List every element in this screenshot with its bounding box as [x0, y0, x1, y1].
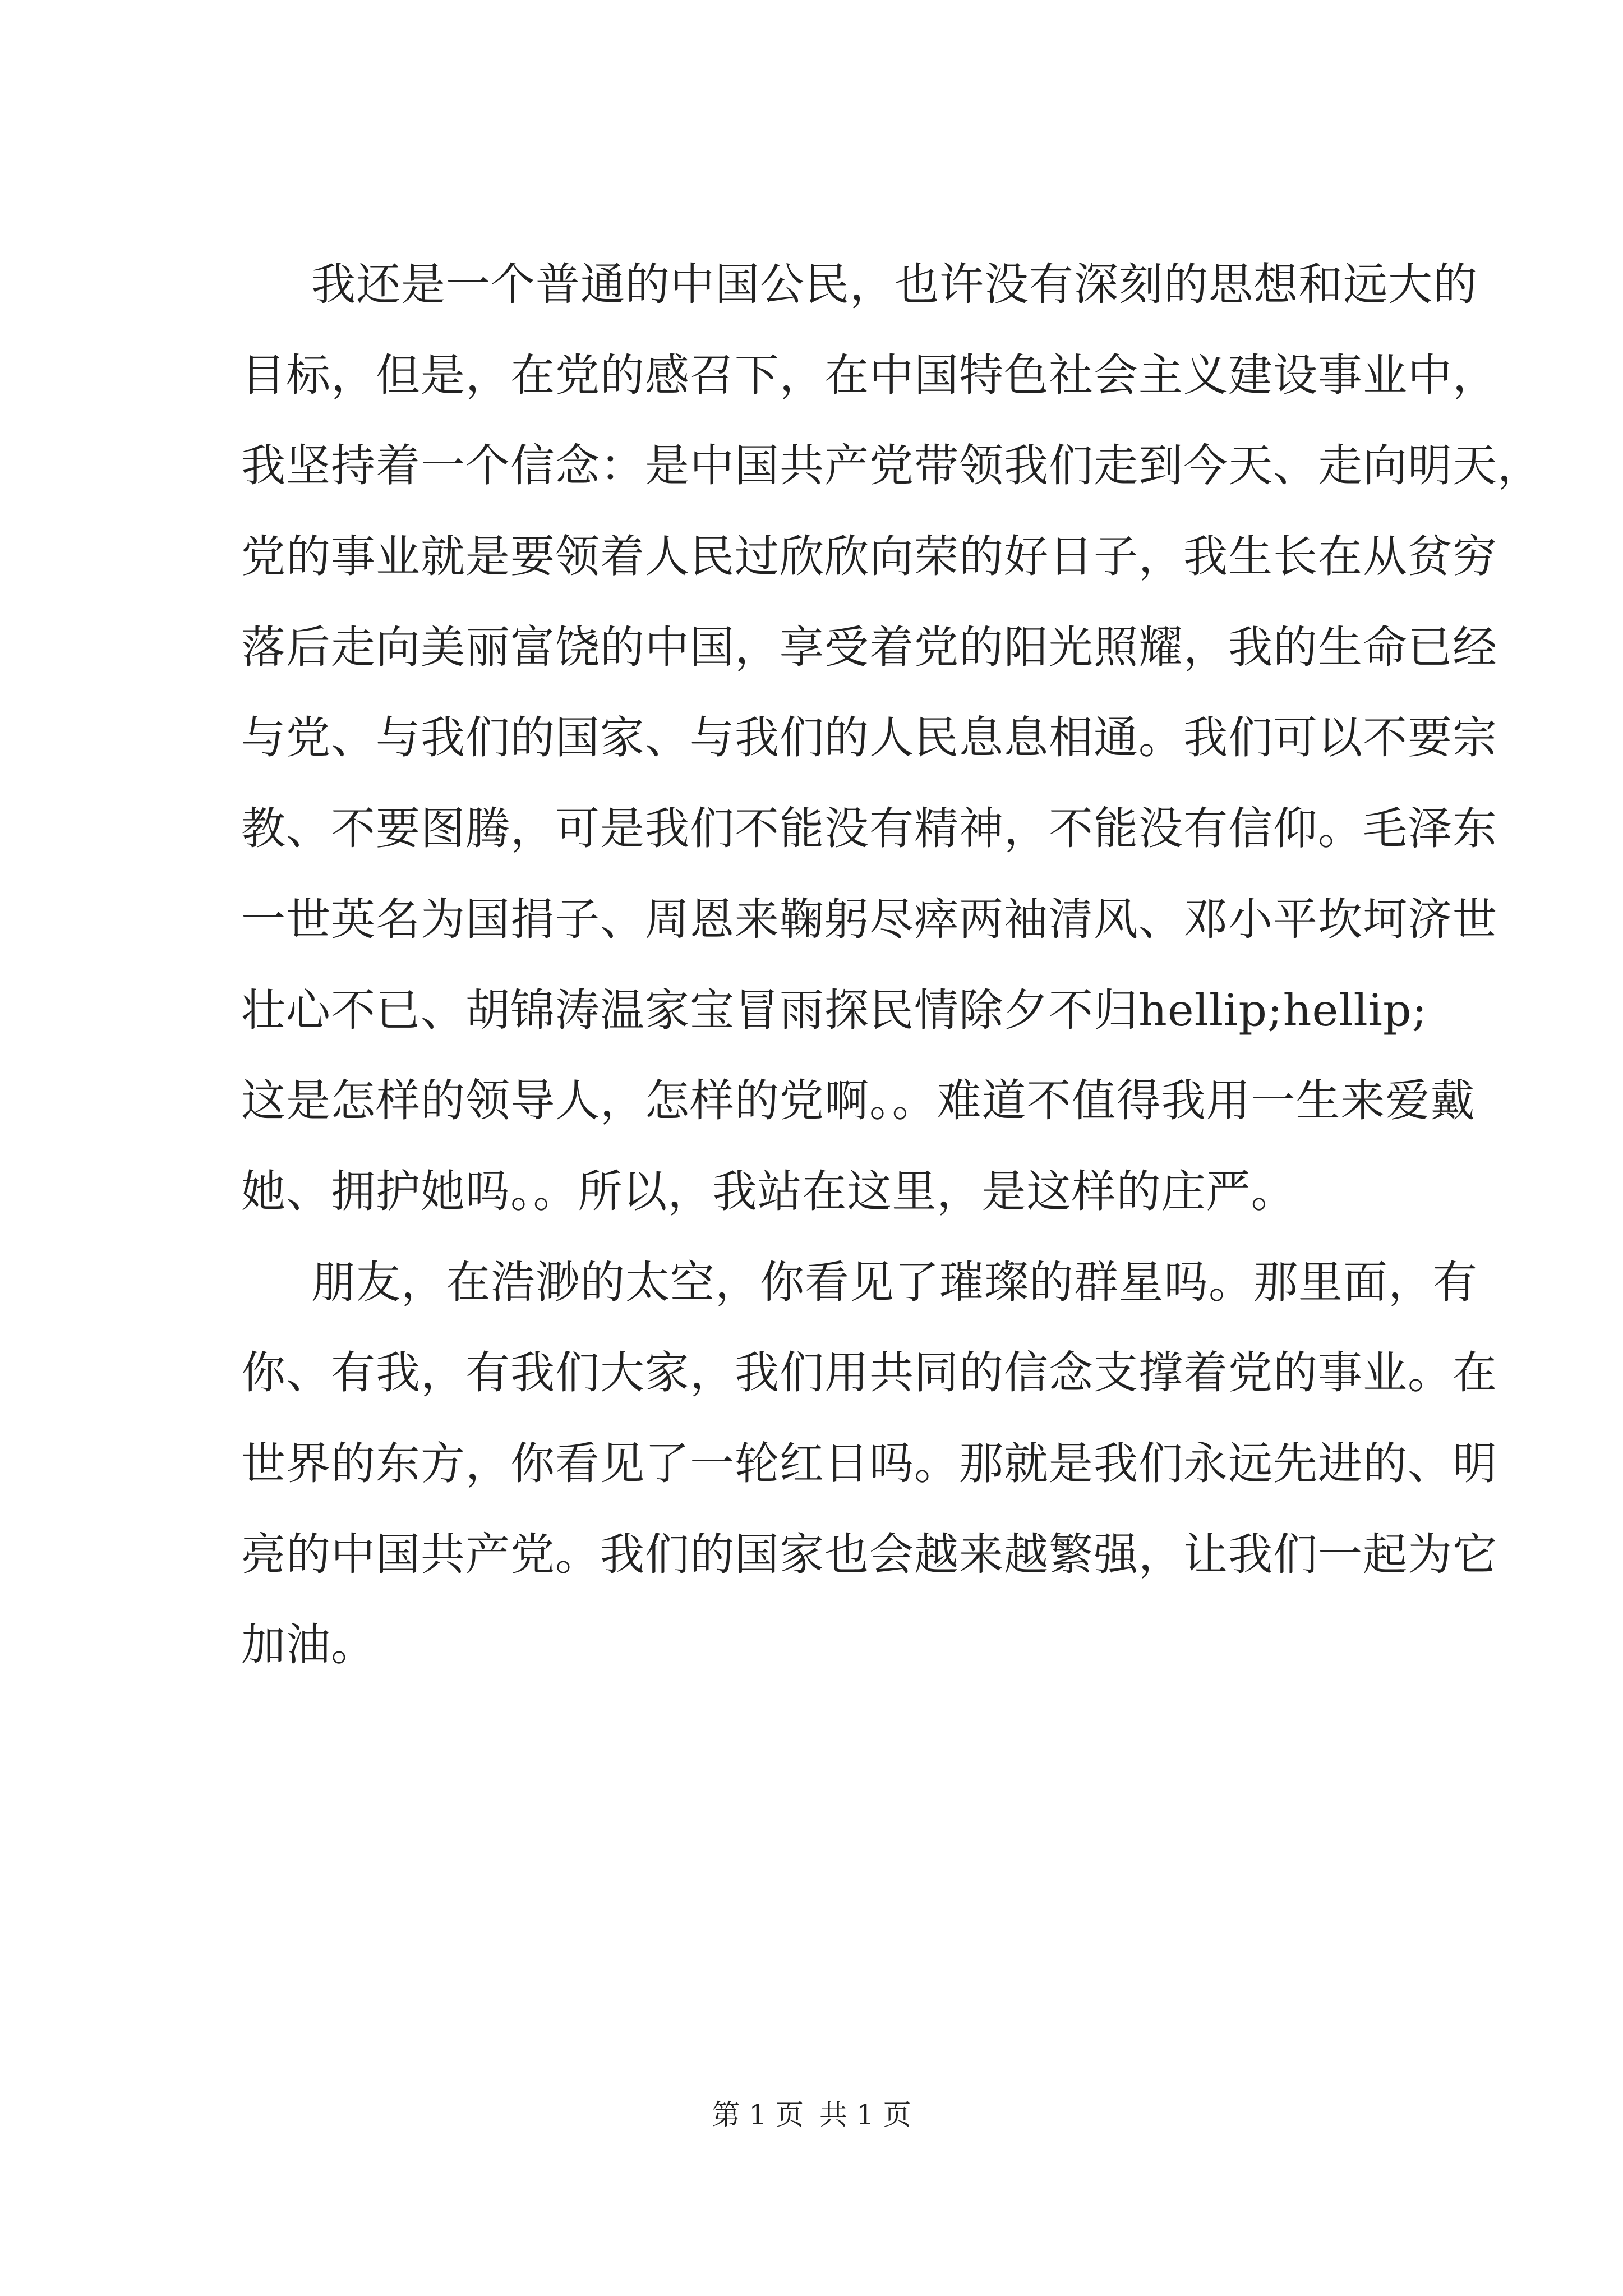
paragraph-1-line-8: 一世英名为国捐子、周恩来鞠躬尽瘁两袖清风、邓小平坎坷济世 — [241, 893, 1497, 945]
paragraph-1-line-6: 与党、与我们的国家、与我们的人民息息相通。我们可以不要宗 — [241, 712, 1497, 764]
paragraph-1-line-3: 我坚持着一个信念：是中国共产党带领我们走到今天、走向明天， — [241, 440, 1542, 492]
paragraph-2-line-3: 世界的东方，你看见了一轮红日吗。那就是我们永远先进的、明 — [241, 1437, 1497, 1489]
paragraph-1-line-2: 目标，但是，在党的感召下，在中国特色社会主义建设事业中， — [241, 349, 1497, 401]
document-body — [241, 259, 1542, 1714]
paragraph-1-line-10: 这是怎样的领导人，怎样的党啊。。难道不值得我用一生来爱戴 — [241, 1075, 1476, 1127]
paragraph-1-line-5: 落后走向美丽富饶的中国，享受着党的阳光照耀，我的生命已经 — [241, 621, 1497, 673]
paragraph-1-line-7: 教、不要图腾，可是我们不能没有精神，不能没有信仰。毛泽东 — [241, 803, 1497, 855]
page-footer — [0, 2098, 1623, 2132]
page-number-total: 共 1 页 — [819, 2099, 911, 2131]
paragraph-1-line-11: 她、拥护她吗。。所以，我站在这里，是这样的庄严。 — [241, 1165, 1296, 1217]
paragraph-2-line-1: 朋友，在浩渺的太空，你看见了璀璨的群星吗。那里面，有 — [311, 1256, 1478, 1308]
paragraph-2-line-2: 你、有我，有我们大家，我们用共同的信念支撑着党的事业。在 — [241, 1347, 1497, 1399]
paragraph-1-line-4: 党的事业就是要领着人民过欣欣向荣的好日子，我生长在从贫穷 — [241, 531, 1497, 583]
paragraph-2-line-4: 亮的中国共产党。我们的国家也会越来越繁强，让我们一起为它 — [241, 1528, 1497, 1580]
paragraph-1-line-9: 壮心不已、胡锦涛温家宝冒雨探民情除夕不归hellip;hellip; — [241, 984, 1428, 1036]
paragraph-2-line-5: 加油。 — [241, 1619, 376, 1671]
page-number-current: 第 1 页 — [712, 2099, 804, 2131]
paragraph-1-line-1: 我还是一个普通的中国公民，也许没有深刻的思想和远大的 — [311, 259, 1478, 310]
